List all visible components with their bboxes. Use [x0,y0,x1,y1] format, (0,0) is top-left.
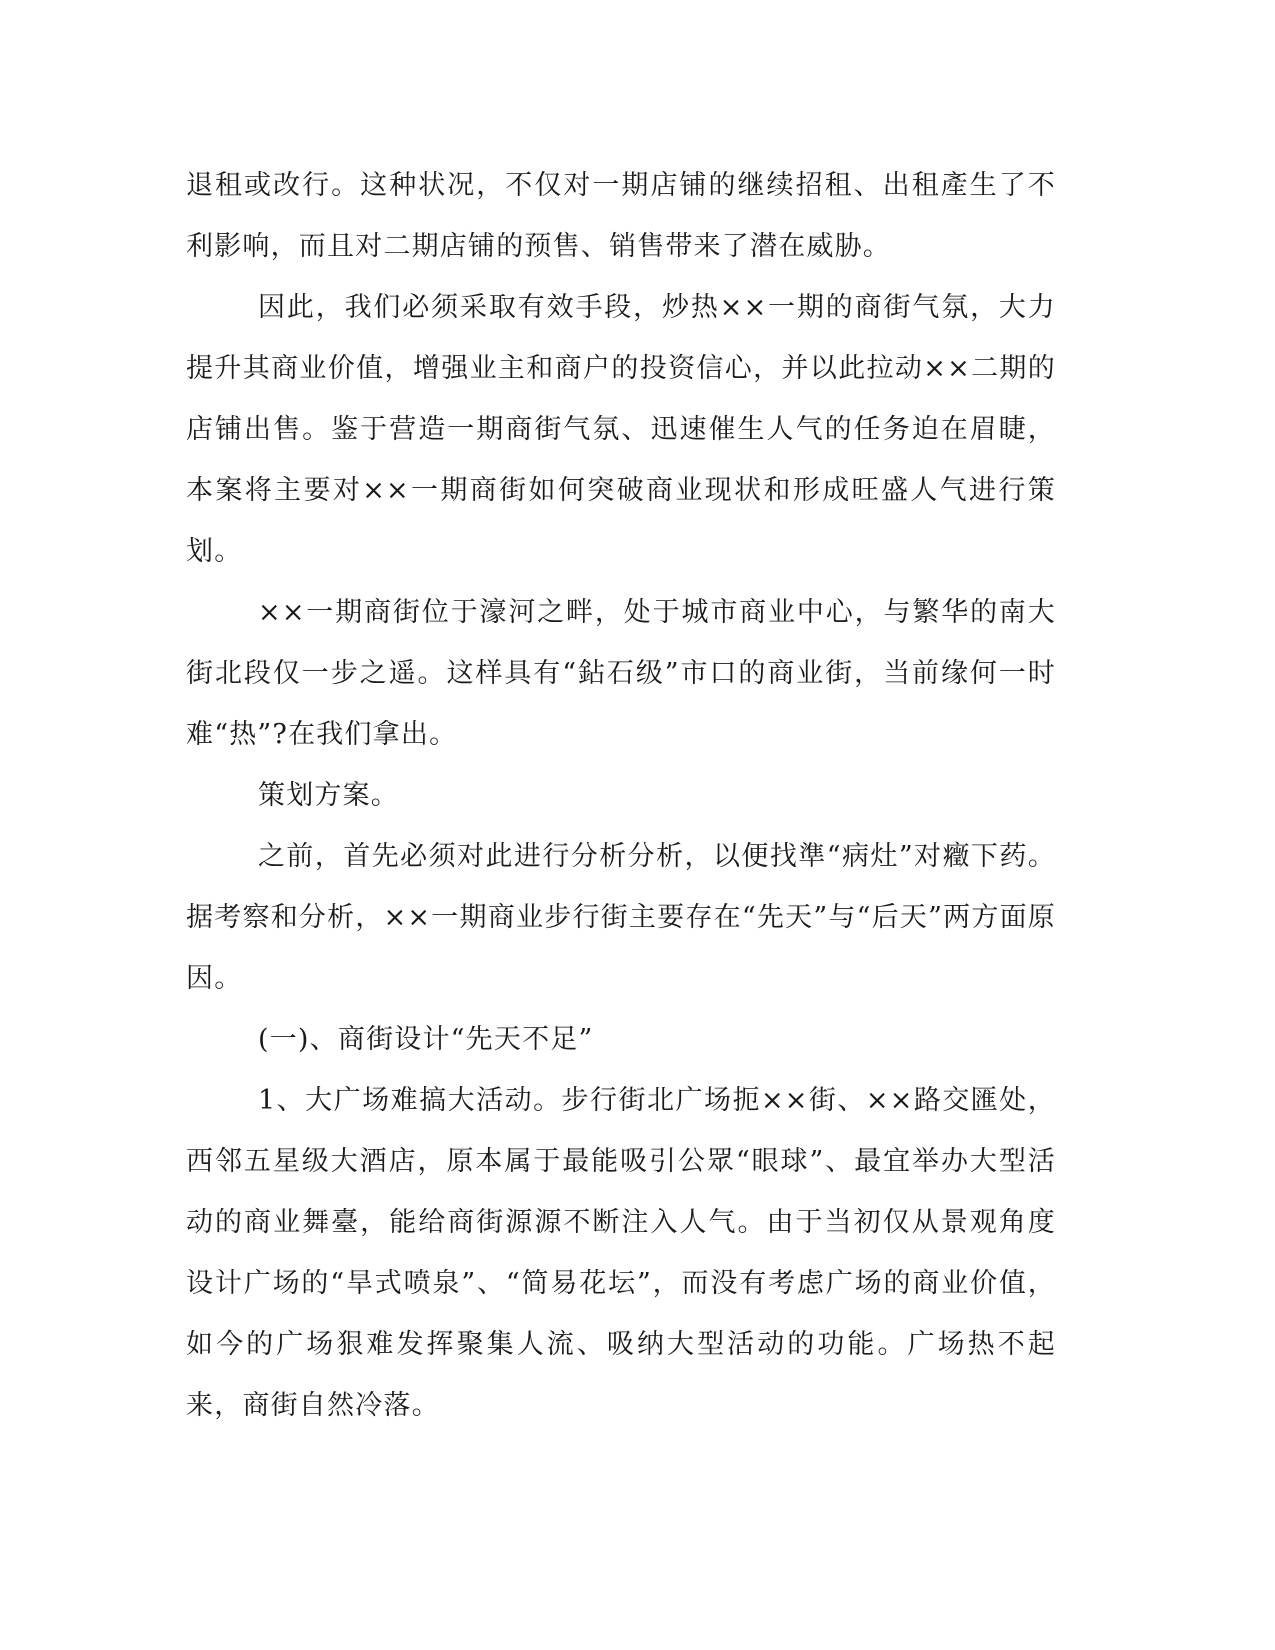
paragraph-strategy-intro: 因此，我们必须采取有效手段，炒热××一期的商街气氛，大力提升其商业价值，增强业主和商户的投资信心，并以此拉动××二期的店铺出售。鉴于营造一期商街气氛、迅速催生人气的任务迫在眉睫，本案将主要对××一期商街如何突破商业现状和形成旺盛人气进行策划。 [186,292,1056,567]
section-heading: (一)、商街设计“先天不足” [258,1024,594,1055]
paragraph-continuation: 退租或改行。这种状况，不仅对一期店铺的继续招租、出租產生了不利影响，而且对二期店铺的预售、销售带来了潜在威胁。 [186,170,1056,262]
paragraph-location: ××一期商街位于濠河之畔，处于城市商业中心，与繁华的南大街北段仅一步之遥。这样具有“鉆石级”市口的商业街，当前缘何一时难“热”?在我们拿出。 [186,597,1056,750]
document-body [186,155,1056,1436]
paragraph-plan-label: 策划方案。 [258,780,399,811]
paragraph-plaza: 1、大广场难搞大活动。步行街北广场扼××街、××路交匯处，西邻五星级大酒店，原本属于最能吸引公眾“眼球”、最宜举办大型活动的商业舞臺，能给商街源源不断注入人气。由于当初仅从景观角度设计广场的“旱式喷泉”、“简易花坛”，而没有考虑广场的商业价值，如今的广场狠难发挥聚集人流、吸纳大型活动的功能。广场热不起来，商街自然冷落。 [186,1085,1056,1421]
paragraph-analysis: 之前，首先必须对此进行分析分析，以便找準“病灶”对癥下药。据考察和分析，××一期商业步行街主要存在“先天”与“后天”两方面原因。 [186,841,1056,994]
